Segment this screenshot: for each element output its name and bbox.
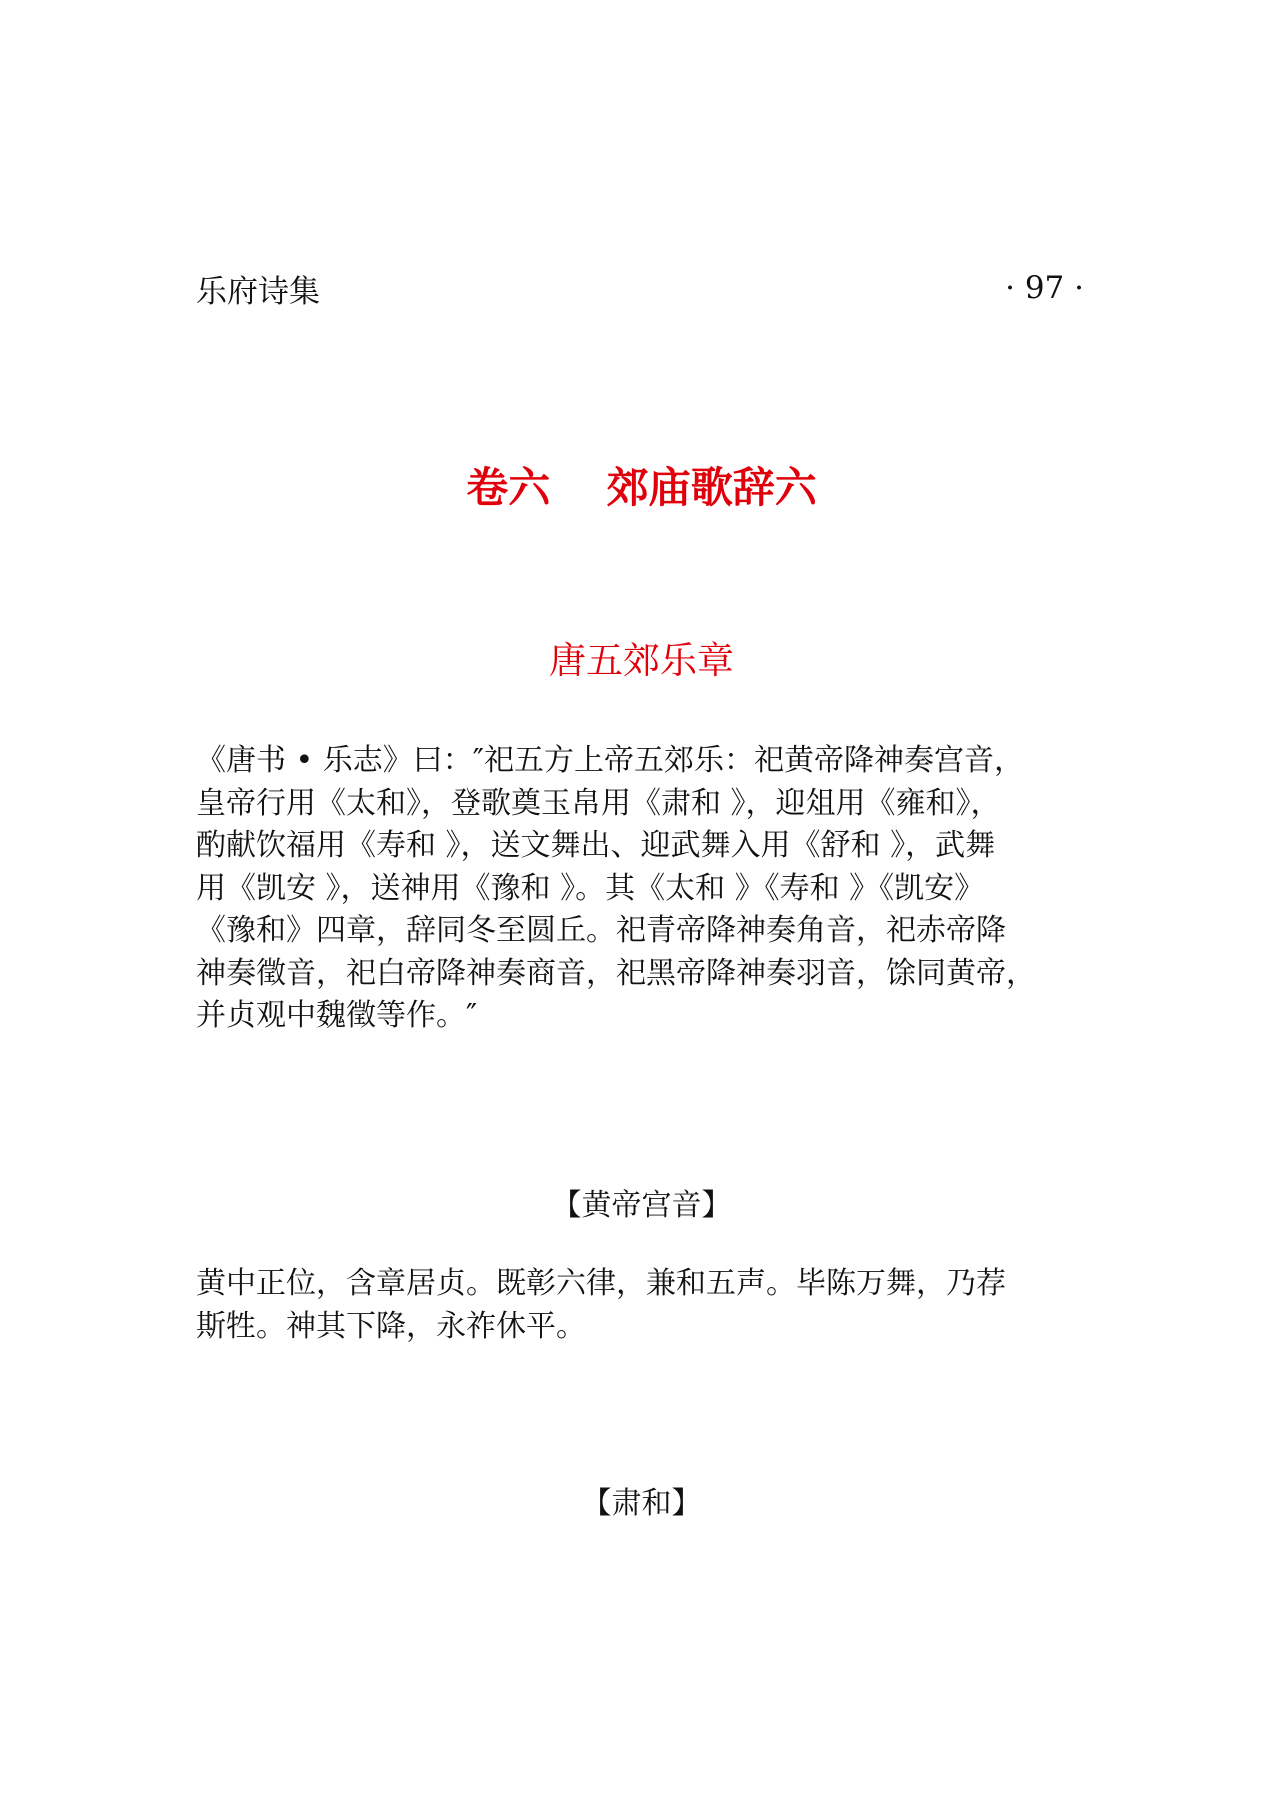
book-title: 乐府诗集 xyxy=(196,273,320,310)
intro-paragraph: 《唐书 • 乐志》曰：″祀五方上帝五郊乐：祀黄帝降神奏宫音， 皇帝行用《太和》，登歌奠玉帛用《肃和 》，迎俎用《雍和》， 酌献饮福用《寿和 》，送文舞出、迎武舞入用《舒和 》，武舞 用《凯安 》，送神用《豫和 》。其《太和 》《寿和 》《凯安》 《豫和》四章，辞同冬至圆丘。祀青帝降神奏角音，祀赤帝降 神奏徵音，祀白帝降神奏商音，祀黑帝降神奏羽音，馀同黄帝， 并贞观中魏徵等作。″ xyxy=(196,743,1036,1033)
song-heading-huangdi-gongyin: 【黄帝宫音】 xyxy=(551,1188,732,1223)
song-heading-suhe: 【肃和】 xyxy=(581,1486,702,1521)
running-header xyxy=(196,268,1084,308)
song-text-huangdi-gongyin: 黄中正位，含章居贞。既彰六律，兼和五声。毕陈万舞，乃荐 斯牲。神其下降，永祚休平。 xyxy=(196,1266,1006,1344)
page-number: · 97 · xyxy=(1005,270,1084,306)
chapter-title: 卷六 郊庙歌辞六 xyxy=(466,463,817,512)
section-title: 唐五郊乐章 xyxy=(549,639,734,682)
